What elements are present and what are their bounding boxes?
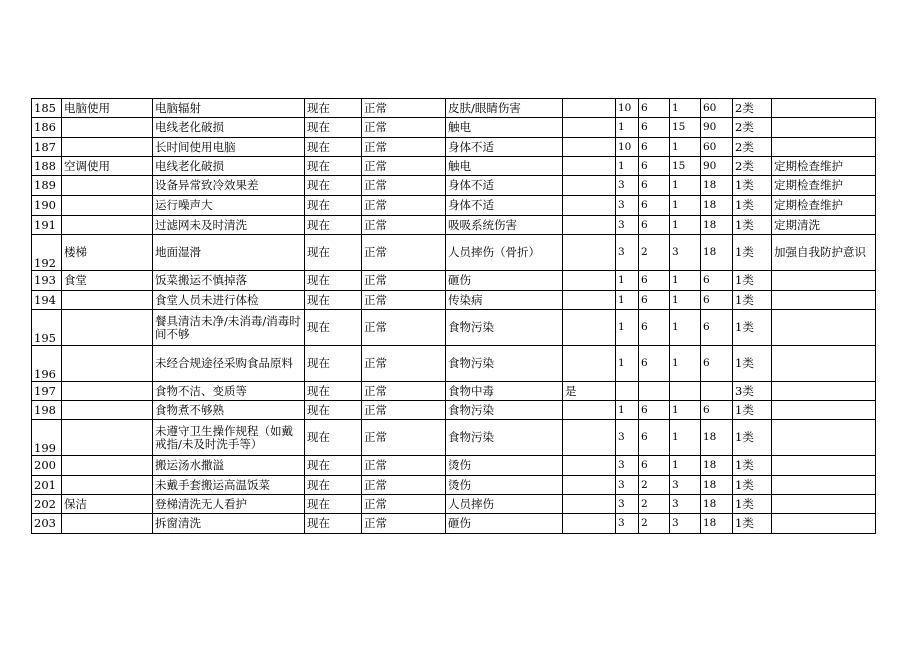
table-row (32, 196, 876, 216)
control-measure-cell (772, 401, 876, 420)
activity-cell (62, 382, 153, 401)
major-flag-cell (563, 420, 616, 456)
likelihood-l-cell: 3 (616, 176, 639, 196)
likelihood-l-cell: 3 (616, 216, 639, 235)
control-measure-cell: 定期清洗 (772, 216, 876, 235)
exposure-e-cell: 6 (639, 99, 670, 118)
table-row (32, 118, 876, 138)
likelihood-l-cell: 10 (616, 138, 639, 157)
tense-cell: 现在 (305, 271, 362, 291)
consequence-cell: 食物污染 (446, 401, 563, 420)
hazard-cell: 运行噪声大 (153, 196, 305, 216)
table-row (32, 401, 876, 420)
hazard-cell: 电脑辐射 (153, 99, 305, 118)
exposure-e-cell: 2 (639, 495, 670, 514)
hazard-cell: 过滤网未及时清洗 (153, 216, 305, 235)
activity-cell: 保洁 (62, 495, 153, 514)
tense-cell: 现在 (305, 495, 362, 514)
row-number-cell: 194 (32, 291, 62, 310)
risk-level-cell: 1类 (733, 401, 772, 420)
likelihood-l-cell (616, 382, 639, 401)
hazard-cell: 食物不洁、变质等 (153, 382, 305, 401)
major-flag-cell (563, 99, 616, 118)
exposure-e-cell: 2 (639, 514, 670, 534)
consequence-c-cell: 1 (670, 346, 701, 382)
exposure-e-cell: 6 (639, 420, 670, 456)
table-row (32, 495, 876, 514)
row-number-cell: 200 (32, 456, 62, 476)
activity-cell: 电脑使用 (62, 99, 153, 118)
likelihood-l-cell: 1 (616, 157, 639, 176)
score-d-cell: 18 (701, 495, 733, 514)
tense-cell: 现在 (305, 456, 362, 476)
consequence-c-cell: 1 (670, 420, 701, 456)
exposure-e-cell: 6 (639, 176, 670, 196)
activity-cell (62, 291, 153, 310)
hazard-cell: 未经合规途径采购食品原料 (153, 346, 305, 382)
state-cell: 正常 (362, 514, 446, 534)
tense-cell: 现在 (305, 310, 362, 346)
consequence-c-cell: 1 (670, 456, 701, 476)
row-number-cell: 192 (32, 235, 62, 271)
risk-level-cell: 1类 (733, 216, 772, 235)
state-cell: 正常 (362, 216, 446, 235)
control-measure-cell (772, 291, 876, 310)
hazard-cell: 长时间使用电脑 (153, 138, 305, 157)
likelihood-l-cell: 10 (616, 99, 639, 118)
risk-assessment-table (31, 98, 876, 534)
state-cell: 正常 (362, 291, 446, 310)
row-number-cell: 187 (32, 138, 62, 157)
state-cell: 正常 (362, 476, 446, 495)
score-d-cell: 18 (701, 196, 733, 216)
consequence-cell: 身体不适 (446, 138, 563, 157)
table-row (32, 420, 876, 456)
score-d-cell: 90 (701, 118, 733, 138)
consequence-c-cell: 1 (670, 401, 701, 420)
row-number-cell: 199 (32, 420, 62, 456)
state-cell: 正常 (362, 118, 446, 138)
major-flag-cell (563, 310, 616, 346)
likelihood-l-cell: 1 (616, 401, 639, 420)
row-number-cell: 189 (32, 176, 62, 196)
control-measure-cell: 定期检查维护 (772, 157, 876, 176)
row-number-cell: 193 (32, 271, 62, 291)
exposure-e-cell: 6 (639, 271, 670, 291)
risk-level-cell: 2类 (733, 157, 772, 176)
consequence-cell: 触电 (446, 118, 563, 138)
tense-cell: 现在 (305, 346, 362, 382)
risk-level-cell: 2类 (733, 138, 772, 157)
major-flag-cell (563, 235, 616, 271)
consequence-cell: 砸伤 (446, 514, 563, 534)
likelihood-l-cell: 3 (616, 420, 639, 456)
hazard-cell: 未戴手套搬运高温饭菜 (153, 476, 305, 495)
consequence-c-cell: 1 (670, 216, 701, 235)
state-cell: 正常 (362, 176, 446, 196)
row-number-cell: 185 (32, 99, 62, 118)
score-d-cell (701, 382, 733, 401)
consequence-c-cell: 3 (670, 235, 701, 271)
score-d-cell: 6 (701, 271, 733, 291)
hazard-cell: 搬运汤水撒溢 (153, 456, 305, 476)
control-measure-cell: 定期检查维护 (772, 196, 876, 216)
likelihood-l-cell: 3 (616, 495, 639, 514)
exposure-e-cell: 6 (639, 118, 670, 138)
consequence-cell: 食物污染 (446, 346, 563, 382)
row-number-cell: 202 (32, 495, 62, 514)
exposure-e-cell: 6 (639, 216, 670, 235)
table-row (32, 346, 876, 382)
hazard-cell: 拆窗清洗 (153, 514, 305, 534)
activity-cell (62, 420, 153, 456)
risk-level-cell: 1类 (733, 476, 772, 495)
risk-level-cell: 1类 (733, 291, 772, 310)
major-flag-cell (563, 138, 616, 157)
likelihood-l-cell: 1 (616, 271, 639, 291)
consequence-c-cell: 1 (670, 176, 701, 196)
likelihood-l-cell: 3 (616, 196, 639, 216)
major-flag-cell: 是 (563, 382, 616, 401)
table-row (32, 310, 876, 346)
state-cell: 正常 (362, 456, 446, 476)
exposure-e-cell (639, 382, 670, 401)
consequence-c-cell: 1 (670, 99, 701, 118)
tense-cell: 现在 (305, 420, 362, 456)
consequence-c-cell: 15 (670, 157, 701, 176)
consequence-c-cell: 1 (670, 271, 701, 291)
consequence-c-cell: 3 (670, 514, 701, 534)
major-flag-cell (563, 291, 616, 310)
row-number-cell: 195 (32, 310, 62, 346)
state-cell: 正常 (362, 346, 446, 382)
risk-level-cell: 2类 (733, 99, 772, 118)
tense-cell: 现在 (305, 514, 362, 534)
major-flag-cell (563, 176, 616, 196)
state-cell: 正常 (362, 495, 446, 514)
consequence-c-cell: 1 (670, 291, 701, 310)
risk-level-cell: 1类 (733, 271, 772, 291)
consequence-cell: 身体不适 (446, 196, 563, 216)
risk-level-cell: 1类 (733, 235, 772, 271)
row-number-cell: 201 (32, 476, 62, 495)
activity-cell (62, 346, 153, 382)
state-cell: 正常 (362, 138, 446, 157)
exposure-e-cell: 6 (639, 310, 670, 346)
likelihood-l-cell: 3 (616, 514, 639, 534)
activity-cell (62, 310, 153, 346)
activity-cell (62, 476, 153, 495)
activity-cell (62, 118, 153, 138)
row-number-cell: 196 (32, 346, 62, 382)
tense-cell: 现在 (305, 196, 362, 216)
score-d-cell: 18 (701, 235, 733, 271)
score-d-cell: 18 (701, 176, 733, 196)
consequence-cell: 食物污染 (446, 310, 563, 346)
score-d-cell: 6 (701, 310, 733, 346)
state-cell: 正常 (362, 99, 446, 118)
control-measure-cell (772, 382, 876, 401)
score-d-cell: 18 (701, 514, 733, 534)
consequence-c-cell (670, 382, 701, 401)
likelihood-l-cell: 3 (616, 456, 639, 476)
risk-level-cell: 1类 (733, 346, 772, 382)
likelihood-l-cell: 1 (616, 118, 639, 138)
risk-level-cell: 1类 (733, 420, 772, 456)
activity-cell (62, 176, 153, 196)
consequence-cell: 砸伤 (446, 271, 563, 291)
state-cell: 正常 (362, 420, 446, 456)
hazard-cell: 食堂人员未进行体检 (153, 291, 305, 310)
score-d-cell: 6 (701, 291, 733, 310)
likelihood-l-cell: 1 (616, 346, 639, 382)
activity-cell: 空调使用 (62, 157, 153, 176)
activity-cell: 楼梯 (62, 235, 153, 271)
score-d-cell: 60 (701, 138, 733, 157)
row-number-cell: 191 (32, 216, 62, 235)
activity-cell: 食堂 (62, 271, 153, 291)
consequence-cell: 人员摔伤（骨折） (446, 235, 563, 271)
exposure-e-cell: 6 (639, 291, 670, 310)
exposure-e-cell: 6 (639, 346, 670, 382)
state-cell: 正常 (362, 235, 446, 271)
tense-cell: 现在 (305, 176, 362, 196)
activity-cell (62, 216, 153, 235)
control-measure-cell: 定期检查维护 (772, 176, 876, 196)
activity-cell (62, 456, 153, 476)
row-number-cell: 190 (32, 196, 62, 216)
state-cell: 正常 (362, 196, 446, 216)
tense-cell: 现在 (305, 118, 362, 138)
table-row (32, 291, 876, 310)
control-measure-cell (772, 138, 876, 157)
tense-cell: 现在 (305, 291, 362, 310)
risk-level-cell: 1类 (733, 514, 772, 534)
hazard-cell: 未遵守卫生操作规程（如戴戒指/未及时洗手等） (153, 420, 305, 456)
hazard-cell: 设备异常致冷效果差 (153, 176, 305, 196)
consequence-cell: 人员摔伤 (446, 495, 563, 514)
consequence-c-cell: 1 (670, 138, 701, 157)
activity-cell (62, 196, 153, 216)
score-d-cell: 18 (701, 420, 733, 456)
major-flag-cell (563, 346, 616, 382)
tense-cell: 现在 (305, 216, 362, 235)
risk-level-cell: 3类 (733, 382, 772, 401)
table-row (32, 176, 876, 196)
likelihood-l-cell: 3 (616, 476, 639, 495)
score-d-cell: 6 (701, 346, 733, 382)
exposure-e-cell: 2 (639, 235, 670, 271)
consequence-c-cell: 1 (670, 196, 701, 216)
score-d-cell: 60 (701, 99, 733, 118)
consequence-c-cell: 15 (670, 118, 701, 138)
tense-cell: 现在 (305, 382, 362, 401)
consequence-cell: 吸吸系统伤害 (446, 216, 563, 235)
hazard-cell: 地面湿滑 (153, 235, 305, 271)
hazard-cell: 食物煮不够熟 (153, 401, 305, 420)
table-row (32, 514, 876, 534)
score-d-cell: 6 (701, 401, 733, 420)
row-number-cell: 198 (32, 401, 62, 420)
major-flag-cell (563, 118, 616, 138)
likelihood-l-cell: 3 (616, 235, 639, 271)
control-measure-cell (772, 420, 876, 456)
consequence-cell: 传染病 (446, 291, 563, 310)
major-flag-cell (563, 196, 616, 216)
table-row (32, 99, 876, 118)
hazard-cell: 电线老化破损 (153, 157, 305, 176)
table-row (32, 216, 876, 235)
consequence-cell: 烫伤 (446, 476, 563, 495)
control-measure-cell (772, 495, 876, 514)
control-measure-cell (772, 99, 876, 118)
activity-cell (62, 138, 153, 157)
exposure-e-cell: 6 (639, 456, 670, 476)
control-measure-cell (772, 118, 876, 138)
major-flag-cell (563, 157, 616, 176)
control-measure-cell (772, 346, 876, 382)
risk-level-cell: 1类 (733, 495, 772, 514)
table-row (32, 271, 876, 291)
row-number-cell: 188 (32, 157, 62, 176)
exposure-e-cell: 6 (639, 401, 670, 420)
table-row (32, 476, 876, 495)
consequence-cell: 食物污染 (446, 420, 563, 456)
consequence-cell: 烫伤 (446, 456, 563, 476)
risk-level-cell: 1类 (733, 456, 772, 476)
row-number-cell: 186 (32, 118, 62, 138)
likelihood-l-cell: 1 (616, 310, 639, 346)
major-flag-cell (563, 495, 616, 514)
table-row (32, 456, 876, 476)
tense-cell: 现在 (305, 138, 362, 157)
activity-cell (62, 514, 153, 534)
state-cell: 正常 (362, 382, 446, 401)
activity-cell (62, 401, 153, 420)
consequence-c-cell: 3 (670, 476, 701, 495)
tense-cell: 现在 (305, 157, 362, 176)
exposure-e-cell: 2 (639, 476, 670, 495)
consequence-c-cell: 1 (670, 310, 701, 346)
consequence-c-cell: 3 (670, 495, 701, 514)
tense-cell: 现在 (305, 235, 362, 271)
tense-cell: 现在 (305, 476, 362, 495)
row-number-cell: 197 (32, 382, 62, 401)
likelihood-l-cell: 1 (616, 291, 639, 310)
risk-level-cell: 2类 (733, 118, 772, 138)
exposure-e-cell: 6 (639, 138, 670, 157)
table-row (32, 235, 876, 271)
state-cell: 正常 (362, 157, 446, 176)
risk-level-cell: 1类 (733, 310, 772, 346)
control-measure-cell (772, 271, 876, 291)
control-measure-cell: 加强自我防护意识 (772, 235, 876, 271)
tense-cell: 现在 (305, 99, 362, 118)
control-measure-cell (772, 514, 876, 534)
score-d-cell: 90 (701, 157, 733, 176)
state-cell: 正常 (362, 310, 446, 346)
table-row (32, 382, 876, 401)
exposure-e-cell: 6 (639, 196, 670, 216)
control-measure-cell (772, 476, 876, 495)
score-d-cell: 18 (701, 476, 733, 495)
exposure-e-cell: 6 (639, 157, 670, 176)
hazard-cell: 电线老化破损 (153, 118, 305, 138)
major-flag-cell (563, 216, 616, 235)
table-row (32, 138, 876, 157)
risk-level-cell: 1类 (733, 196, 772, 216)
hazard-cell: 餐具清洁未净/未消毒/消毒时间不够 (153, 310, 305, 346)
major-flag-cell (563, 514, 616, 534)
consequence-cell: 食物中毒 (446, 382, 563, 401)
control-measure-cell (772, 456, 876, 476)
state-cell: 正常 (362, 401, 446, 420)
consequence-cell: 皮肤/眼睛伤害 (446, 99, 563, 118)
major-flag-cell (563, 401, 616, 420)
major-flag-cell (563, 271, 616, 291)
hazard-cell: 登梯清洗无人看护 (153, 495, 305, 514)
major-flag-cell (563, 476, 616, 495)
row-number-cell: 203 (32, 514, 62, 534)
consequence-cell: 触电 (446, 157, 563, 176)
control-measure-cell (772, 310, 876, 346)
state-cell: 正常 (362, 271, 446, 291)
score-d-cell: 18 (701, 456, 733, 476)
tense-cell: 现在 (305, 401, 362, 420)
risk-level-cell: 1类 (733, 176, 772, 196)
hazard-cell: 饭菜搬运不慎掉落 (153, 271, 305, 291)
consequence-cell: 身体不适 (446, 176, 563, 196)
table-row (32, 157, 876, 176)
major-flag-cell (563, 456, 616, 476)
score-d-cell: 18 (701, 216, 733, 235)
